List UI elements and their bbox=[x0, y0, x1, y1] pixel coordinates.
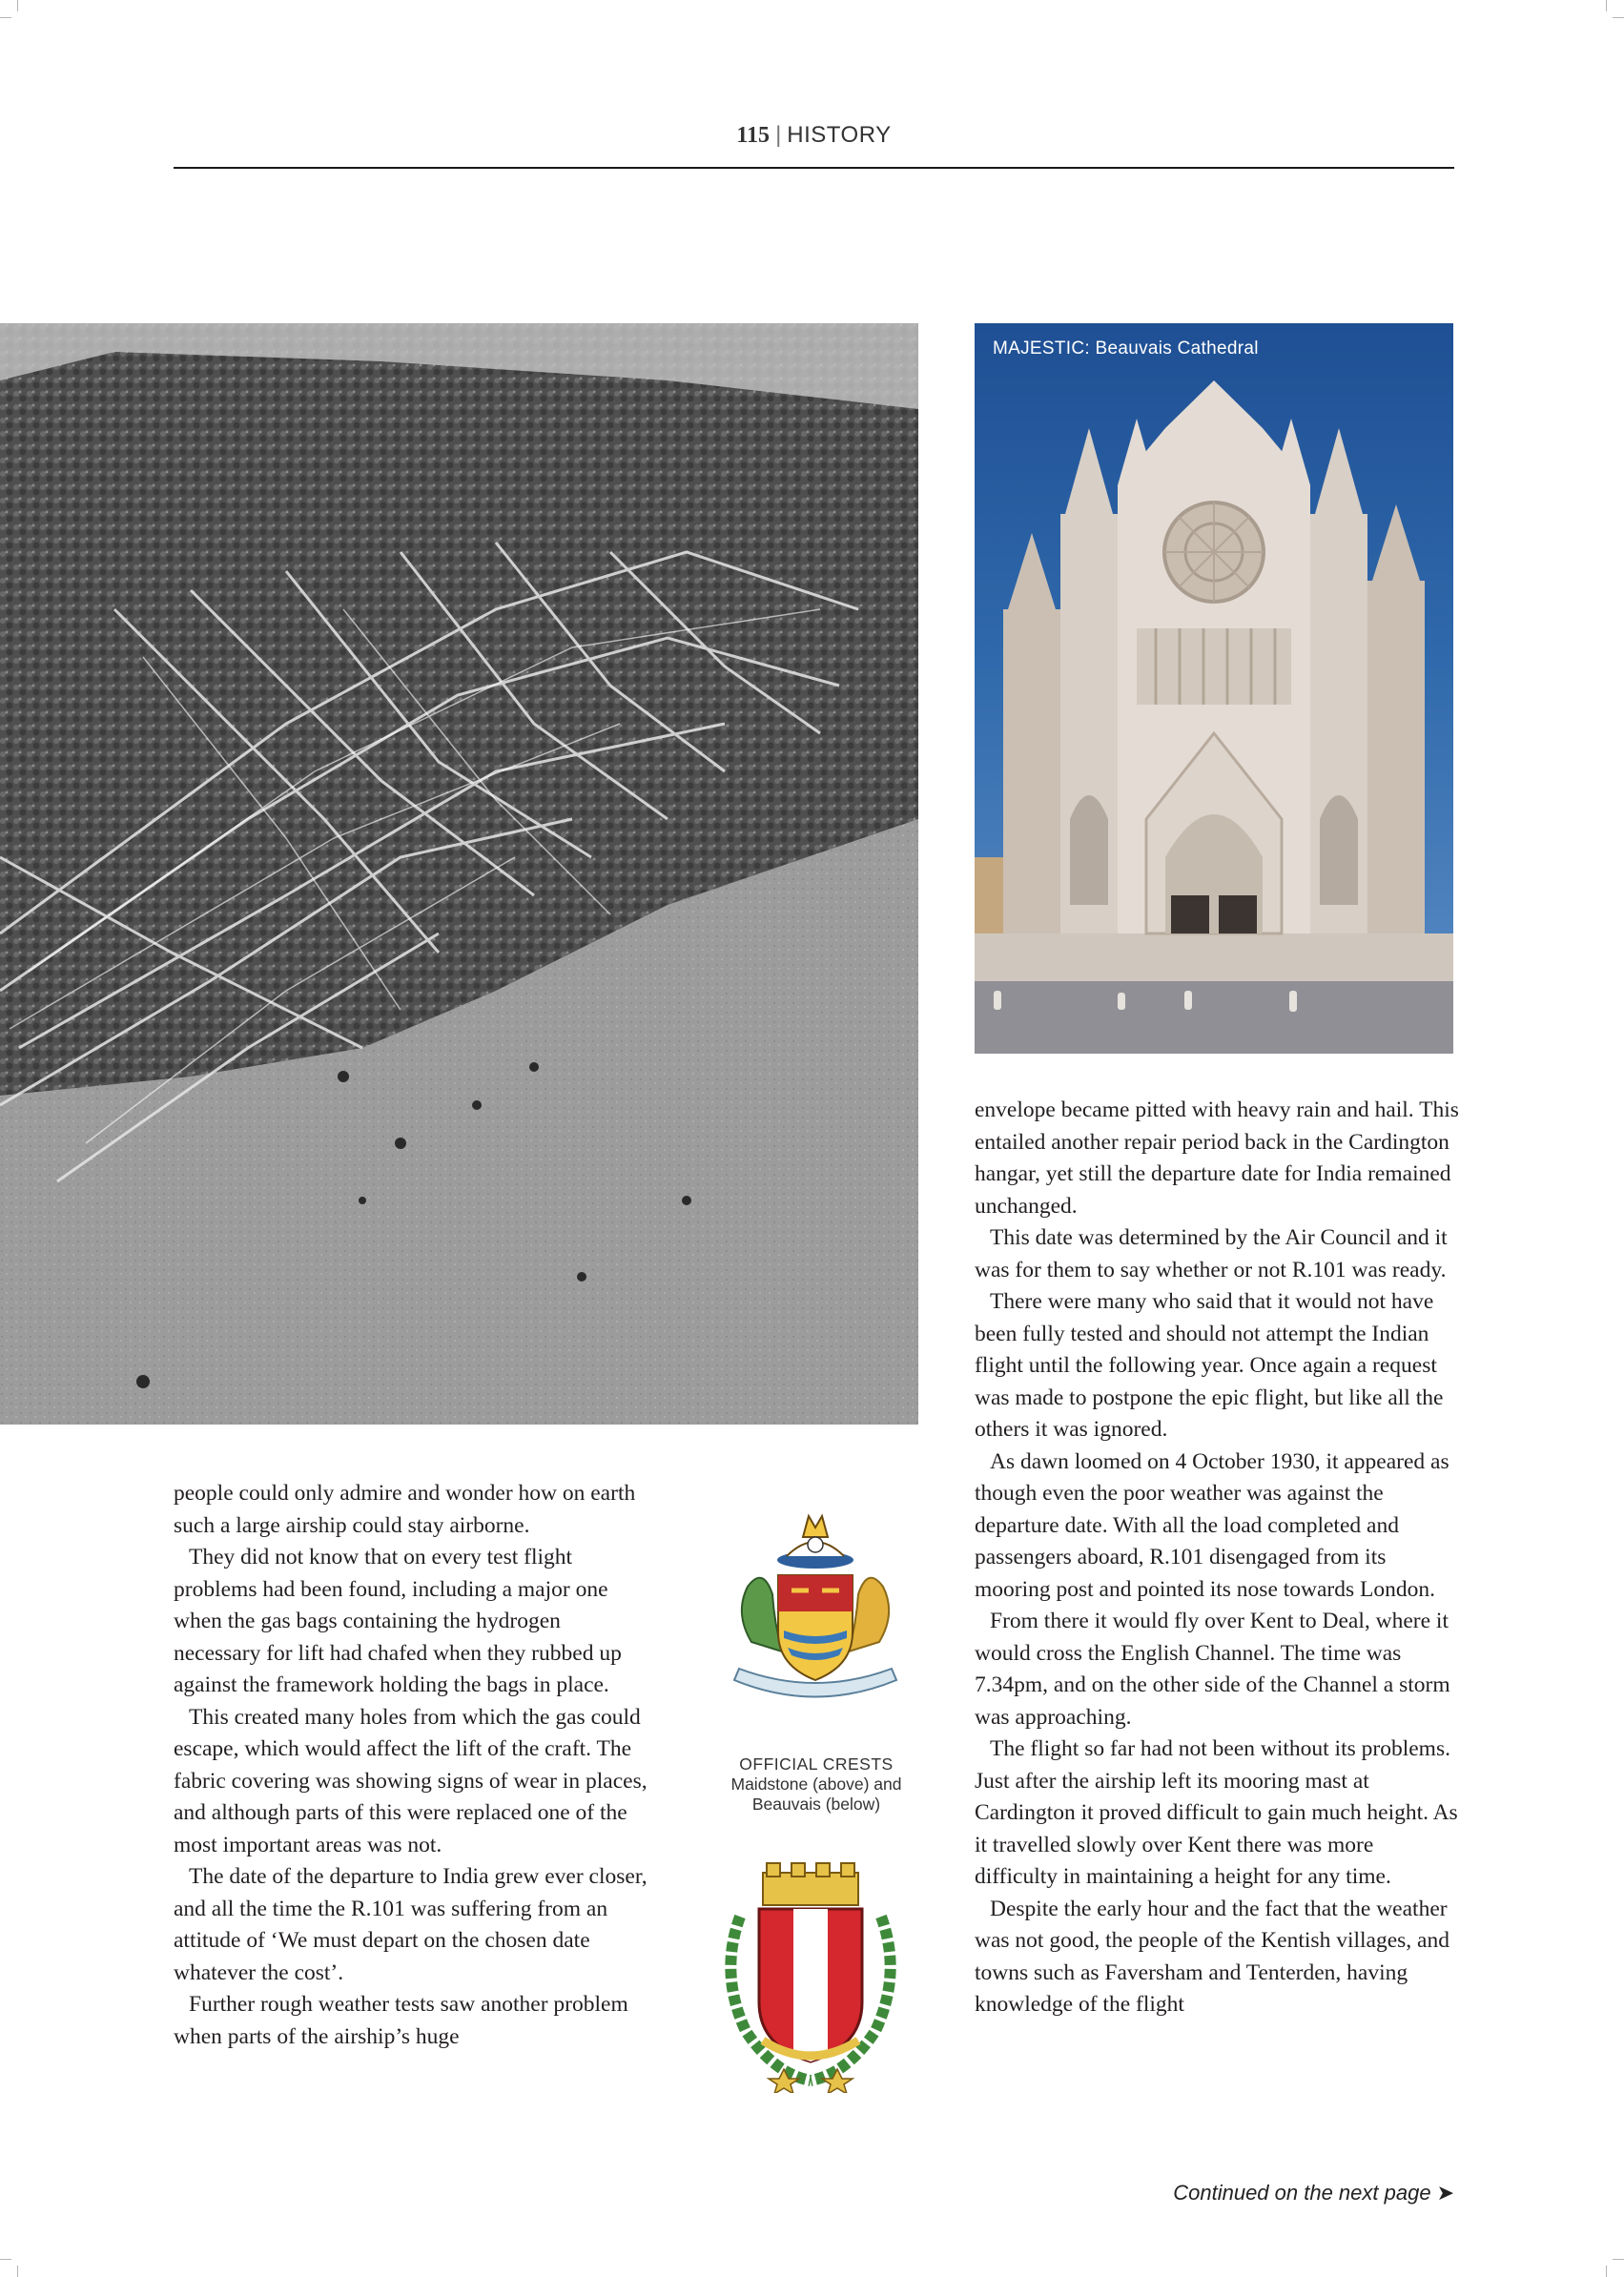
wreck-photo-drawing bbox=[0, 323, 918, 1425]
maidstone-crest bbox=[715, 1499, 915, 1711]
beauvais-cathedral-photo bbox=[975, 323, 1453, 1054]
maidstone-crest-drawing bbox=[715, 1499, 915, 1711]
cathedral-drawing bbox=[975, 323, 1453, 1054]
paragraph: They did not know that on every test flight problems had been found, including a major one when the gas bags containing the hydrogen necessary for lift had chafed when they rubbed up against the framework holding the bags in place. bbox=[174, 1545, 622, 1697]
beauvais-crest bbox=[717, 1859, 904, 2093]
running-header bbox=[174, 122, 1454, 149]
beauvais-crest-drawing bbox=[717, 1859, 904, 2093]
paragraph: envelope became pitted with heavy rain and hail. This entailed another repair period back in the Cardington hangar, yet still the departure date for India remained unchanged. bbox=[975, 1097, 1459, 1219]
paragraph: As dawn loomed on 4 October 1930, it appeared as though even the poor weather was against the departure date. With all the load completed and passengers aboard, R.101 disengaged from its mooring post and pointed its nose towards London. bbox=[975, 1448, 1449, 1602]
header-separator: | bbox=[775, 122, 782, 148]
right-text-column bbox=[975, 1095, 1459, 2021]
page-number: 115 bbox=[736, 123, 771, 148]
paragraph: people could only admire and wonder how on earth such a large airship could stay airborne. bbox=[174, 1481, 636, 1538]
crests-caption-title: OFFICIAL CRESTS bbox=[739, 1754, 894, 1774]
paragraph: Further rough weather tests saw another problem when parts of the airship’s huge bbox=[174, 1992, 628, 2049]
paragraph: There were many who said that it would not have been fully tested and should not attempt the Indian flight until the following year. Once again a request was made to postpone the epic flight, but like all the others it was ignored. bbox=[975, 1289, 1444, 1442]
paragraph: The date of the departure to India grew ever closer, and all the time the R.101 was suffering from an attitude of ‘We must depart on the chosen date whatever the cost’. bbox=[174, 1864, 648, 1985]
paragraph: This date was determined by the Air Council and it was for them to say whether or not R.101 was ready. bbox=[975, 1225, 1448, 1282]
crop-mark bbox=[17, 0, 18, 11]
crop-mark bbox=[1606, 0, 1607, 11]
paragraph: From there it would fly over Kent to Deal, where it would cross the English Channel. The time was 7.34pm, and on the other side of the Channel a storm was approaching. bbox=[975, 1609, 1450, 1730]
cathedral-photo-caption: MAJESTIC: Beauvais Cathedral bbox=[993, 338, 1259, 359]
crop-mark bbox=[17, 2266, 18, 2277]
paragraph: This created many holes from which the gas could escape, which would affect the lift of the craft. The fabric covering was showing signs of wear in places, and although parts of this were replaced one of the most important areas was not. bbox=[174, 1704, 648, 1857]
paragraph: The flight so far had not been without its problems. Just after the airship left its mooring mast at Cardington it proved difficult to gain much height. As it travelled slowly over Kent there was more difficulty in maintaining a height for any time. bbox=[975, 1736, 1458, 1889]
crop-mark bbox=[1606, 2266, 1607, 2277]
crests-caption bbox=[706, 1754, 927, 1815]
continued-next-page bbox=[1173, 2181, 1454, 2205]
left-text-column bbox=[174, 1478, 650, 2053]
crop-mark bbox=[0, 2259, 11, 2260]
crests-caption-line: Beauvais (below) bbox=[751, 1795, 881, 1814]
arrow-right-icon: ➤ bbox=[1436, 2181, 1454, 2205]
header-rule bbox=[174, 167, 1454, 169]
airship-wreck-photo bbox=[0, 323, 918, 1425]
crests-caption-line: Maidstone (above) and bbox=[730, 1774, 902, 1794]
crop-mark bbox=[0, 17, 11, 18]
section-title: HISTORY bbox=[787, 122, 892, 148]
crop-mark bbox=[1613, 17, 1624, 18]
crop-mark bbox=[1613, 2259, 1624, 2260]
paragraph: Despite the early hour and the fact that the weather was not good, the people of the Kentish villages, and towns such as Faversham and Tenterden, having knowledge of the flight bbox=[975, 1896, 1449, 2017]
continued-label: Continued on the next page bbox=[1173, 2181, 1431, 2205]
